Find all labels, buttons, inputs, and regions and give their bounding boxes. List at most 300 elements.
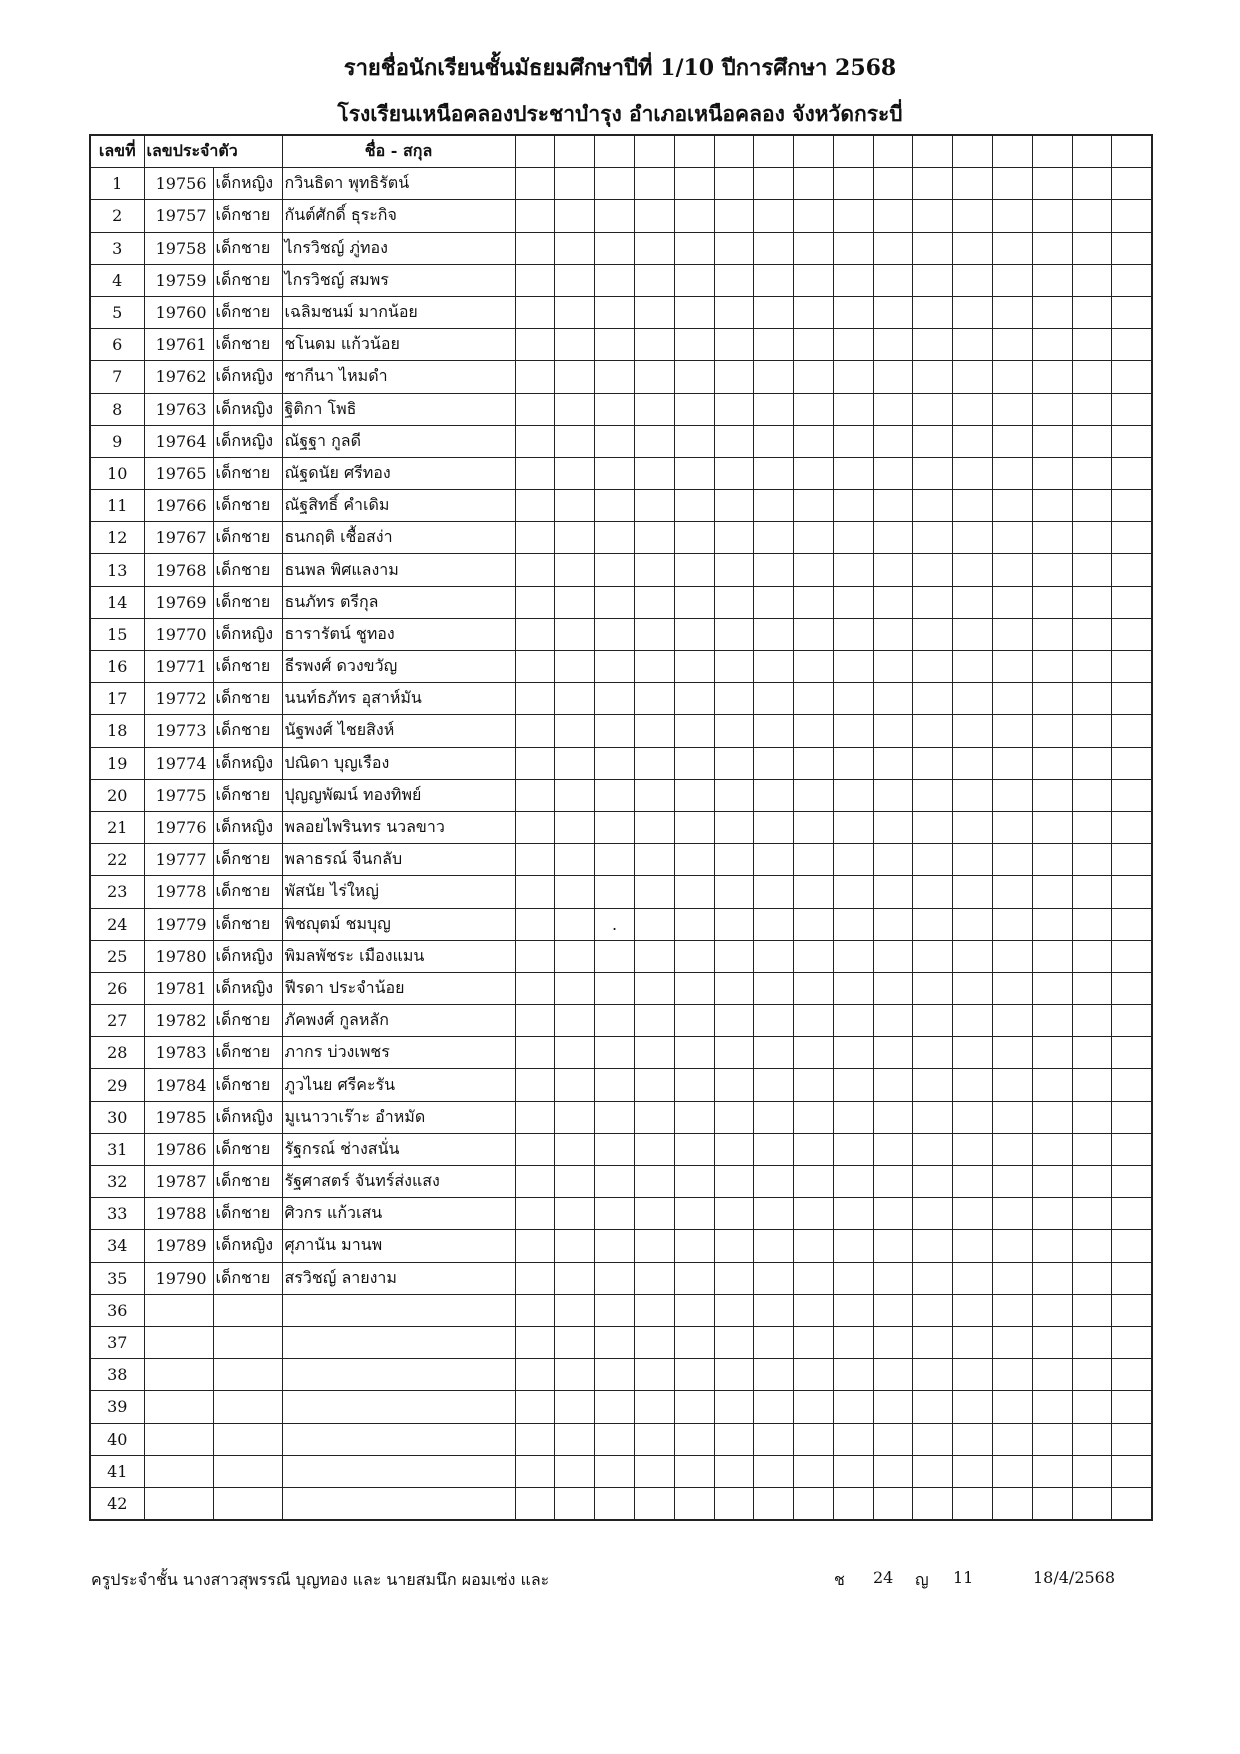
mark-cell bbox=[595, 586, 635, 618]
mark-cell bbox=[595, 457, 635, 489]
gender-prefix: เด็กชาย bbox=[213, 1198, 282, 1230]
mark-cell bbox=[794, 1423, 834, 1455]
mark-cell bbox=[1072, 1359, 1112, 1391]
mark-cell bbox=[913, 1262, 953, 1294]
mark-cell bbox=[1032, 779, 1072, 811]
mark-cell bbox=[555, 264, 595, 296]
mark-cell bbox=[833, 1423, 873, 1455]
mark-cell bbox=[833, 715, 873, 747]
mark-cell bbox=[913, 1230, 953, 1262]
mark-cell bbox=[674, 425, 714, 457]
mark-cell bbox=[953, 779, 993, 811]
row-number: 23 bbox=[90, 876, 144, 908]
male-count: 24 bbox=[873, 1568, 894, 1587]
mark-cell bbox=[595, 522, 635, 554]
mark-cell bbox=[833, 296, 873, 328]
mark-cell bbox=[714, 1487, 754, 1520]
mark-cell bbox=[833, 1487, 873, 1520]
mark-cell bbox=[913, 200, 953, 232]
mark-cell bbox=[1112, 876, 1152, 908]
mark-cell bbox=[873, 844, 913, 876]
mark-cell bbox=[754, 490, 794, 522]
gender-prefix: เด็กหญิง bbox=[213, 940, 282, 972]
mark-cell bbox=[833, 1455, 873, 1487]
mark-cell bbox=[833, 1198, 873, 1230]
student-id: 19783 bbox=[144, 1037, 213, 1069]
mark-cell bbox=[674, 1294, 714, 1326]
mark-cell bbox=[634, 232, 674, 264]
mark-cell bbox=[634, 1423, 674, 1455]
student-id: 19773 bbox=[144, 715, 213, 747]
mark-cell bbox=[873, 618, 913, 650]
mark-cell bbox=[1032, 329, 1072, 361]
mark-cell bbox=[873, 1037, 913, 1069]
mark-cell bbox=[634, 940, 674, 972]
mark-cell bbox=[555, 618, 595, 650]
table-row bbox=[90, 715, 1152, 747]
mark-cell bbox=[833, 1166, 873, 1198]
mark-cell bbox=[1032, 1487, 1072, 1520]
table-row bbox=[90, 329, 1152, 361]
student-name: นัฐพงศ์ ไชยสิงห์ bbox=[282, 715, 515, 747]
mark-cell bbox=[555, 1166, 595, 1198]
mark-cell bbox=[794, 1487, 834, 1520]
gender-prefix: เด็กชาย bbox=[213, 1133, 282, 1165]
mark-cell bbox=[1032, 1423, 1072, 1455]
mark-cell bbox=[595, 200, 635, 232]
gender-prefix: เด็กหญิง bbox=[213, 168, 282, 200]
mark-cell bbox=[993, 586, 1033, 618]
gender-prefix: เด็กหญิง bbox=[213, 747, 282, 779]
mark-cell bbox=[794, 554, 834, 586]
mark-cell bbox=[714, 1198, 754, 1230]
mark-cell bbox=[993, 1198, 1033, 1230]
mark-cell bbox=[674, 457, 714, 489]
mark-cell bbox=[993, 1359, 1033, 1391]
mark-cell bbox=[634, 425, 674, 457]
mark-cell bbox=[873, 1166, 913, 1198]
mark-cell bbox=[794, 361, 834, 393]
mark-cell bbox=[993, 1069, 1033, 1101]
gender-prefix: เด็กชาย bbox=[213, 586, 282, 618]
mark-cell bbox=[993, 683, 1033, 715]
mark-cell bbox=[634, 1391, 674, 1423]
mark-cell bbox=[833, 554, 873, 586]
mark-cell bbox=[913, 393, 953, 425]
table-row bbox=[90, 1069, 1152, 1101]
mark-cell bbox=[1032, 522, 1072, 554]
mark-cell bbox=[833, 168, 873, 200]
mark-column-header bbox=[873, 135, 913, 168]
mark-cell bbox=[1032, 683, 1072, 715]
gender-prefix: เด็กชาย bbox=[213, 715, 282, 747]
table-row bbox=[90, 811, 1152, 843]
student-name: ธนพล พิศแลงาม bbox=[282, 554, 515, 586]
mark-cell bbox=[754, 522, 794, 554]
mark-cell bbox=[913, 972, 953, 1004]
mark-cell bbox=[754, 651, 794, 683]
mark-cell bbox=[913, 715, 953, 747]
row-number: 16 bbox=[90, 651, 144, 683]
mark-cell bbox=[595, 1423, 635, 1455]
mark-cell bbox=[595, 940, 635, 972]
mark-cell bbox=[873, 972, 913, 1004]
mark-cell bbox=[953, 1101, 993, 1133]
mark-column-header bbox=[515, 135, 555, 168]
row-number: 34 bbox=[90, 1230, 144, 1262]
mark-cell bbox=[1072, 683, 1112, 715]
student-id: 19771 bbox=[144, 651, 213, 683]
mark-cell bbox=[833, 200, 873, 232]
mark-cell bbox=[1032, 1005, 1072, 1037]
mark-cell bbox=[794, 393, 834, 425]
mark-cell bbox=[555, 1294, 595, 1326]
mark-cell bbox=[515, 1487, 555, 1520]
mark-cell bbox=[1032, 168, 1072, 200]
mark-cell bbox=[555, 1230, 595, 1262]
mark-cell bbox=[794, 457, 834, 489]
mark-cell bbox=[833, 1005, 873, 1037]
mark-cell bbox=[754, 168, 794, 200]
row-number: 32 bbox=[90, 1166, 144, 1198]
mark-cell bbox=[873, 683, 913, 715]
mark-cell bbox=[1112, 811, 1152, 843]
mark-cell bbox=[913, 361, 953, 393]
mark-cell bbox=[833, 1326, 873, 1358]
student-name: ภัคพงศ์ กูลหลัก bbox=[282, 1005, 515, 1037]
mark-cell bbox=[873, 457, 913, 489]
mark-cell bbox=[953, 361, 993, 393]
female-label: ญ bbox=[915, 1570, 929, 1589]
gender-prefix: เด็กชาย bbox=[213, 683, 282, 715]
gender-prefix: เด็กชาย bbox=[213, 554, 282, 586]
mark-column-header bbox=[833, 135, 873, 168]
mark-cell bbox=[634, 168, 674, 200]
mark-cell bbox=[794, 876, 834, 908]
mark-cell bbox=[634, 586, 674, 618]
mark-cell bbox=[993, 425, 1033, 457]
mark-cell bbox=[993, 651, 1033, 683]
mark-cell bbox=[873, 876, 913, 908]
mark-cell bbox=[634, 296, 674, 328]
mark-cell bbox=[794, 1294, 834, 1326]
student-name: พลอยไพรินทร นวลขาว bbox=[282, 811, 515, 843]
mark-cell bbox=[714, 1166, 754, 1198]
mark-cell bbox=[674, 618, 714, 650]
mark-cell bbox=[754, 329, 794, 361]
mark-cell bbox=[754, 1069, 794, 1101]
mark-cell bbox=[714, 940, 754, 972]
mark-cell bbox=[674, 329, 714, 361]
mark-cell bbox=[873, 168, 913, 200]
mark-cell bbox=[714, 1230, 754, 1262]
mark-cell bbox=[1032, 972, 1072, 1004]
mark-cell bbox=[1072, 425, 1112, 457]
mark-cell bbox=[595, 1262, 635, 1294]
mark-cell bbox=[794, 1326, 834, 1358]
student-name: พิชญุตม์ ชมบุญ bbox=[282, 908, 515, 940]
gender-prefix bbox=[213, 1294, 282, 1326]
mark-cell bbox=[873, 747, 913, 779]
row-number: 10 bbox=[90, 457, 144, 489]
mark-cell bbox=[595, 296, 635, 328]
mark-cell bbox=[873, 586, 913, 618]
mark-cell bbox=[1112, 586, 1152, 618]
mark-cell bbox=[794, 586, 834, 618]
gender-prefix bbox=[213, 1423, 282, 1455]
table-row bbox=[90, 1133, 1152, 1165]
table-row bbox=[90, 972, 1152, 1004]
mark-cell bbox=[833, 1359, 873, 1391]
mark-cell bbox=[1112, 618, 1152, 650]
mark-cell bbox=[794, 490, 834, 522]
mark-cell bbox=[1072, 715, 1112, 747]
mark-cell bbox=[953, 1487, 993, 1520]
mark-cell bbox=[714, 908, 754, 940]
mark-cell bbox=[1112, 1391, 1152, 1423]
mark-cell bbox=[1072, 1005, 1112, 1037]
mark-cell bbox=[515, 393, 555, 425]
gender-prefix: เด็กชาย bbox=[213, 457, 282, 489]
mark-cell bbox=[674, 1005, 714, 1037]
mark-cell bbox=[1112, 329, 1152, 361]
mark-cell bbox=[1032, 1326, 1072, 1358]
table-row bbox=[90, 1101, 1152, 1133]
mark-cell bbox=[873, 1455, 913, 1487]
mark-cell bbox=[1112, 1166, 1152, 1198]
student-name: ธนภัทร ตรีกุล bbox=[282, 586, 515, 618]
mark-cell bbox=[953, 425, 993, 457]
mark-cell bbox=[714, 1037, 754, 1069]
mark-cell bbox=[714, 329, 754, 361]
mark-cell bbox=[873, 1101, 913, 1133]
mark-cell bbox=[993, 1230, 1033, 1262]
mark-cell bbox=[634, 1005, 674, 1037]
mark-cell bbox=[1072, 876, 1112, 908]
mark-cell bbox=[873, 1294, 913, 1326]
mark-cell bbox=[1072, 1230, 1112, 1262]
student-id: 19775 bbox=[144, 779, 213, 811]
mark-cell bbox=[1032, 296, 1072, 328]
gender-prefix: เด็กหญิง bbox=[213, 393, 282, 425]
gender-prefix: เด็กชาย bbox=[213, 264, 282, 296]
mark-cell bbox=[993, 844, 1033, 876]
mark-cell bbox=[1072, 1262, 1112, 1294]
mark-cell bbox=[714, 168, 754, 200]
mark-cell bbox=[714, 1455, 754, 1487]
mark-cell bbox=[555, 522, 595, 554]
mark-cell bbox=[913, 168, 953, 200]
mark-cell bbox=[634, 1455, 674, 1487]
mark-cell bbox=[714, 490, 754, 522]
mark-cell bbox=[1112, 683, 1152, 715]
row-number: 27 bbox=[90, 1005, 144, 1037]
student-id: 19781 bbox=[144, 972, 213, 1004]
mark-cell bbox=[754, 715, 794, 747]
mark-cell bbox=[595, 329, 635, 361]
student-id bbox=[144, 1455, 213, 1487]
mark-cell bbox=[754, 393, 794, 425]
mark-cell bbox=[674, 168, 714, 200]
student-id: 19778 bbox=[144, 876, 213, 908]
mark-cell bbox=[1032, 1455, 1072, 1487]
mark-cell bbox=[913, 1133, 953, 1165]
table-row bbox=[90, 1455, 1152, 1487]
mark-cell bbox=[754, 1101, 794, 1133]
mark-cell bbox=[1112, 1262, 1152, 1294]
row-number: 3 bbox=[90, 232, 144, 264]
student-name: ไกรวิชญ์ ภู่ทอง bbox=[282, 232, 515, 264]
mark-cell bbox=[1072, 1069, 1112, 1101]
mark-cell bbox=[833, 972, 873, 1004]
mark-cell bbox=[873, 264, 913, 296]
mark-cell bbox=[555, 1391, 595, 1423]
mark-cell bbox=[674, 1455, 714, 1487]
table-row bbox=[90, 1005, 1152, 1037]
mark-cell bbox=[913, 1294, 953, 1326]
mark-column-header bbox=[1032, 135, 1072, 168]
mark-cell bbox=[833, 329, 873, 361]
mark-cell bbox=[833, 1294, 873, 1326]
mark-cell bbox=[873, 651, 913, 683]
mark-cell bbox=[993, 232, 1033, 264]
mark-cell bbox=[833, 1262, 873, 1294]
mark-cell bbox=[634, 264, 674, 296]
mark-cell bbox=[595, 1166, 635, 1198]
mark-cell bbox=[1112, 844, 1152, 876]
mark-cell bbox=[1032, 876, 1072, 908]
gender-prefix: เด็กชาย bbox=[213, 1069, 282, 1101]
table-row bbox=[90, 1198, 1152, 1230]
mark-cell bbox=[754, 1423, 794, 1455]
mark-cell bbox=[754, 1487, 794, 1520]
mark-cell bbox=[714, 811, 754, 843]
table-row bbox=[90, 168, 1152, 200]
student-name: ภูวไนย ศรีคะรัน bbox=[282, 1069, 515, 1101]
mark-cell bbox=[1112, 1423, 1152, 1455]
mark-cell bbox=[595, 876, 635, 908]
mark-cell bbox=[555, 1326, 595, 1358]
mark-cell bbox=[1032, 1037, 1072, 1069]
student-name bbox=[282, 1487, 515, 1520]
mark-cell bbox=[555, 972, 595, 1004]
mark-cell bbox=[913, 1326, 953, 1358]
mark-cell bbox=[1112, 1455, 1152, 1487]
mark-cell bbox=[953, 618, 993, 650]
mark-cell bbox=[833, 908, 873, 940]
mark-cell bbox=[913, 940, 953, 972]
row-number: 30 bbox=[90, 1101, 144, 1133]
row-number: 14 bbox=[90, 586, 144, 618]
mark-column-header bbox=[595, 135, 635, 168]
mark-cell bbox=[1072, 393, 1112, 425]
mark-cell bbox=[714, 361, 754, 393]
mark-cell bbox=[913, 876, 953, 908]
student-name: เฉลิมชนม์ มากน้อย bbox=[282, 296, 515, 328]
table-row bbox=[90, 1230, 1152, 1262]
mark-cell bbox=[993, 779, 1033, 811]
mark-cell bbox=[873, 490, 913, 522]
row-number: 39 bbox=[90, 1391, 144, 1423]
mark-cell bbox=[634, 554, 674, 586]
table-row bbox=[90, 1359, 1152, 1391]
mark-cell bbox=[833, 1101, 873, 1133]
student-id: 19756 bbox=[144, 168, 213, 200]
mark-cell bbox=[754, 425, 794, 457]
mark-cell bbox=[515, 554, 555, 586]
mark-cell bbox=[555, 876, 595, 908]
mark-cell bbox=[1072, 651, 1112, 683]
row-number: 5 bbox=[90, 296, 144, 328]
mark-cell bbox=[515, 651, 555, 683]
mark-cell bbox=[1112, 554, 1152, 586]
mark-cell bbox=[595, 393, 635, 425]
mark-cell bbox=[1112, 296, 1152, 328]
row-number: 7 bbox=[90, 361, 144, 393]
student-name: สรวิชญ์ ลายงาม bbox=[282, 1262, 515, 1294]
mark-cell bbox=[754, 457, 794, 489]
mark-cell bbox=[1112, 490, 1152, 522]
row-number: 15 bbox=[90, 618, 144, 650]
mark-cell bbox=[913, 1037, 953, 1069]
mark-cell bbox=[555, 715, 595, 747]
mark-cell bbox=[1072, 490, 1112, 522]
mark-cell bbox=[515, 940, 555, 972]
mark-cell bbox=[754, 554, 794, 586]
mark-cell bbox=[913, 1166, 953, 1198]
mark-cell bbox=[833, 232, 873, 264]
mark-cell bbox=[873, 200, 913, 232]
mark-cell bbox=[993, 296, 1033, 328]
mark-cell bbox=[714, 393, 754, 425]
student-id bbox=[144, 1487, 213, 1520]
column-header-name: ชื่อ - สกุล bbox=[282, 135, 515, 168]
mark-cell bbox=[595, 232, 635, 264]
mark-cell bbox=[953, 490, 993, 522]
row-number: 6 bbox=[90, 329, 144, 361]
mark-cell bbox=[595, 651, 635, 683]
mark-cell bbox=[754, 586, 794, 618]
mark-cell bbox=[515, 490, 555, 522]
mark-cell bbox=[794, 200, 834, 232]
row-number: 37 bbox=[90, 1326, 144, 1358]
mark-cell bbox=[873, 1262, 913, 1294]
mark-cell bbox=[913, 908, 953, 940]
mark-cell bbox=[1032, 361, 1072, 393]
mark-cell bbox=[515, 908, 555, 940]
mark-cell bbox=[953, 1166, 993, 1198]
mark-cell bbox=[515, 457, 555, 489]
mark-cell bbox=[953, 232, 993, 264]
mark-cell bbox=[953, 522, 993, 554]
gender-prefix bbox=[213, 1391, 282, 1423]
mark-cell bbox=[833, 940, 873, 972]
mark-column-header bbox=[634, 135, 674, 168]
mark-cell bbox=[714, 1005, 754, 1037]
mark-cell bbox=[555, 425, 595, 457]
mark-cell bbox=[953, 715, 993, 747]
mark-cell bbox=[555, 1005, 595, 1037]
mark-cell bbox=[515, 1101, 555, 1133]
mark-cell bbox=[754, 1133, 794, 1165]
mark-cell bbox=[634, 1166, 674, 1198]
mark-cell bbox=[754, 1037, 794, 1069]
mark-cell bbox=[913, 296, 953, 328]
gender-prefix: เด็กชาย bbox=[213, 844, 282, 876]
student-id: 19789 bbox=[144, 1230, 213, 1262]
mark-cell bbox=[1112, 425, 1152, 457]
mark-cell bbox=[674, 1133, 714, 1165]
